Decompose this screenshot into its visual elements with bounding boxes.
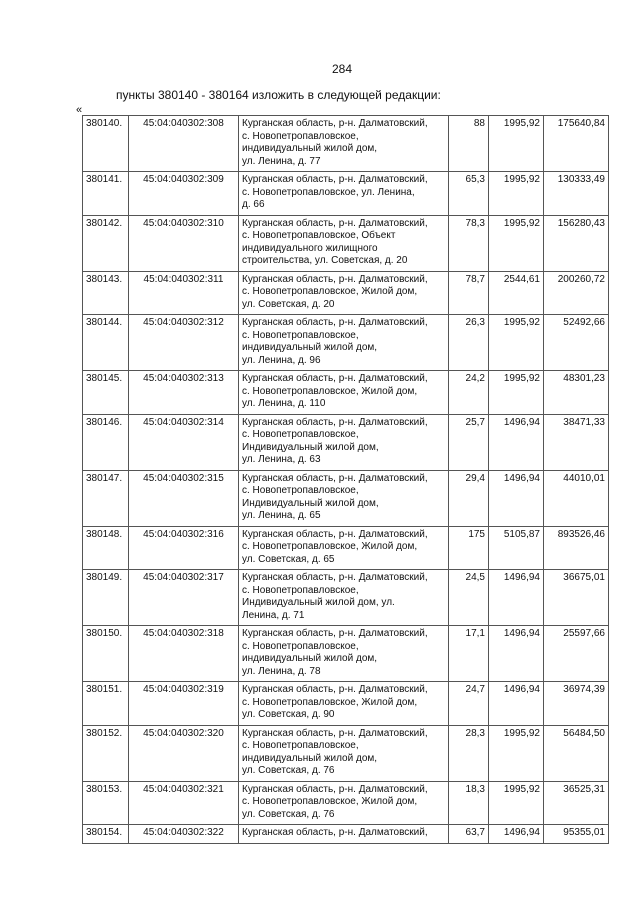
table-row bbox=[83, 626, 609, 682]
cadastral-number-cell: 45:04:040302:312 bbox=[129, 315, 239, 371]
address-line: с. Новопетропавловское, ул. Ленина, bbox=[242, 186, 415, 198]
cadastral-number-cell: 45:04:040302:321 bbox=[129, 781, 239, 825]
address-line: ул. Ленина, д. 63 bbox=[242, 454, 321, 465]
address-cell bbox=[239, 825, 449, 844]
cadastral-number-cell: 45:04:040302:313 bbox=[129, 371, 239, 415]
table-row bbox=[83, 725, 609, 781]
cadastral-value-cell: 38471,33 bbox=[544, 414, 609, 470]
area-cell: 29,4 bbox=[449, 470, 489, 526]
address-line: с. Новопетропавловское, bbox=[242, 640, 359, 652]
cadastral-value-cell: 175640,84 bbox=[544, 116, 609, 172]
address-line: Курганская область, р-н. Далматовский, bbox=[242, 118, 428, 129]
row-number-cell: 380143. bbox=[83, 271, 129, 315]
cadastral-value-cell: 36525,31 bbox=[544, 781, 609, 825]
address-cell bbox=[239, 570, 449, 626]
area-cell: 24,2 bbox=[449, 371, 489, 415]
address-line: ул. Советская, д. 20 bbox=[242, 298, 335, 310]
address-line: ул. Ленина, д. 110 bbox=[242, 398, 326, 409]
address-cell bbox=[239, 172, 449, 216]
opening-quote-mark: « bbox=[76, 104, 83, 116]
address-line: ул. Советская, д. 76 bbox=[242, 808, 335, 820]
area-cell: 17,1 bbox=[449, 626, 489, 682]
address-cell bbox=[239, 414, 449, 470]
address-line: ул. Советская, д. 76 bbox=[242, 765, 335, 776]
cadastral-number-cell: 45:04:040302:314 bbox=[129, 414, 239, 470]
address-line: с. Новопетропавловское, Жилой дом, bbox=[242, 796, 418, 807]
row-number-cell: 380148. bbox=[83, 526, 129, 570]
specific-value-cell: 1995,92 bbox=[489, 725, 544, 781]
address-cell bbox=[239, 371, 449, 415]
address-line: с. Новопетропавловское, Жилой дом, bbox=[242, 541, 418, 552]
address-line: с. Новопетропавловское, bbox=[242, 584, 359, 596]
address-line: Курганская область, р-н. Далматовский, bbox=[242, 528, 428, 540]
address-line: ул. Советская, д. 90 bbox=[242, 709, 335, 720]
address-line: с. Новопетропавловское, bbox=[242, 130, 359, 142]
specific-value-cell: 1496,94 bbox=[489, 570, 544, 626]
address-line: с. Новопетропавловское, Объект bbox=[242, 230, 396, 241]
table-row bbox=[83, 271, 609, 315]
area-cell: 28,3 bbox=[449, 725, 489, 781]
cadastral-number-cell: 45:04:040302:317 bbox=[129, 570, 239, 626]
address-line: с. Новопетропавловское, Жилой дом, bbox=[242, 286, 418, 297]
address-line: Курганская область, р-н. Далматовский, bbox=[242, 273, 428, 285]
address-line: Индивидуальный жилой дом, ул. bbox=[242, 597, 395, 608]
address-line: Курганская область, р-н. Далматовский, bbox=[242, 416, 428, 428]
row-number-cell: 380151. bbox=[83, 682, 129, 726]
table-row bbox=[83, 825, 609, 844]
address-cell bbox=[239, 682, 449, 726]
area-cell: 24,7 bbox=[449, 682, 489, 726]
row-number-cell: 380140. bbox=[83, 116, 129, 172]
cadastral-number-cell: 45:04:040302:310 bbox=[129, 215, 239, 271]
table-row bbox=[83, 172, 609, 216]
specific-value-cell: 1496,94 bbox=[489, 414, 544, 470]
table-row bbox=[83, 215, 609, 271]
specific-value-cell: 5105,87 bbox=[489, 526, 544, 570]
cadastral-value-cell: 156280,43 bbox=[544, 215, 609, 271]
specific-value-cell: 1995,92 bbox=[489, 371, 544, 415]
area-cell: 78,7 bbox=[449, 271, 489, 315]
address-cell bbox=[239, 470, 449, 526]
address-line: Курганская область, р-н. Далматовский, bbox=[242, 217, 428, 229]
cadastral-number-cell: 45:04:040302:322 bbox=[129, 825, 239, 844]
address-cell bbox=[239, 116, 449, 172]
cadastral-number-cell: 45:04:040302:311 bbox=[129, 271, 239, 315]
address-line: ул. Советская, д. 65 bbox=[242, 553, 335, 565]
address-line: ул. Ленина, д. 78 bbox=[242, 665, 321, 677]
row-number-cell: 380144. bbox=[83, 315, 129, 371]
cadastral-value-cell: 56484,50 bbox=[544, 725, 609, 781]
address-line: с. Новопетропавловское, bbox=[242, 429, 359, 440]
address-line: Курганская область, р-н. Далматовский, bbox=[242, 727, 428, 739]
area-cell: 26,3 bbox=[449, 315, 489, 371]
table-body bbox=[83, 116, 609, 844]
address-line: индивидуальный жилой дом, bbox=[242, 752, 378, 764]
table-row bbox=[83, 570, 609, 626]
row-number-cell: 380152. bbox=[83, 725, 129, 781]
cadastral-value-cell: 48301,23 bbox=[544, 371, 609, 415]
specific-value-cell: 2544,61 bbox=[489, 271, 544, 315]
intro-text: пункты 380140 - 380164 изложить в следующей редакции: bbox=[116, 88, 441, 102]
address-line: с. Новопетропавловское, bbox=[242, 740, 359, 751]
cadastral-value-cell: 44010,01 bbox=[544, 470, 609, 526]
address-cell bbox=[239, 271, 449, 315]
table-row bbox=[83, 526, 609, 570]
address-line: индивидуальный жилой дом, bbox=[242, 143, 378, 154]
table-row bbox=[83, 315, 609, 371]
specific-value-cell: 1995,92 bbox=[489, 781, 544, 825]
area-cell: 63,7 bbox=[449, 825, 489, 844]
address-line: Курганская область, р-н. Далматовский, bbox=[242, 472, 428, 484]
address-line: Индивидуальный жилой дом, bbox=[242, 497, 379, 509]
address-line: Курганская область, р-н. Далматовский, bbox=[242, 317, 428, 328]
cadastral-number-cell: 45:04:040302:320 bbox=[129, 725, 239, 781]
address-cell bbox=[239, 315, 449, 371]
area-cell: 65,3 bbox=[449, 172, 489, 216]
specific-value-cell: 1496,94 bbox=[489, 470, 544, 526]
cadastral-value-cell: 893526,46 bbox=[544, 526, 609, 570]
address-line: ул. Ленина, д. 77 bbox=[242, 155, 321, 167]
address-line: Курганская область, р-н. Далматовский, bbox=[242, 572, 428, 583]
address-line: ул. Ленина, д. 96 bbox=[242, 354, 321, 366]
area-cell: 88 bbox=[449, 116, 489, 172]
address-line: Курганская область, р-н. Далматовский, bbox=[242, 174, 428, 185]
table-row bbox=[83, 682, 609, 726]
row-number-cell: 380146. bbox=[83, 414, 129, 470]
cadastral-number-cell: 45:04:040302:308 bbox=[129, 116, 239, 172]
cadastral-number-cell: 45:04:040302:315 bbox=[129, 470, 239, 526]
address-cell bbox=[239, 781, 449, 825]
row-number-cell: 380150. bbox=[83, 626, 129, 682]
address-line: Индивидуальный жилой дом, bbox=[242, 441, 379, 453]
address-line: с. Новопетропавловское, bbox=[242, 329, 359, 341]
address-line: д. 66 bbox=[242, 199, 265, 210]
address-cell bbox=[239, 526, 449, 570]
cadastral-value-cell: 130333,49 bbox=[544, 172, 609, 216]
address-line: индивидуальный жилой дом, bbox=[242, 342, 378, 353]
specific-value-cell: 1995,92 bbox=[489, 315, 544, 371]
table-row bbox=[83, 371, 609, 415]
row-number-cell: 380142. bbox=[83, 215, 129, 271]
page-number: 284 bbox=[331, 62, 353, 76]
cadastral-value-cell: 36675,01 bbox=[544, 570, 609, 626]
specific-value-cell: 1496,94 bbox=[489, 825, 544, 844]
cadastral-value-cell: 36974,39 bbox=[544, 682, 609, 726]
area-cell: 25,7 bbox=[449, 414, 489, 470]
row-number-cell: 380141. bbox=[83, 172, 129, 216]
cadastral-number-cell: 45:04:040302:319 bbox=[129, 682, 239, 726]
row-number-cell: 380147. bbox=[83, 470, 129, 526]
cadastral-value-cell: 25597,66 bbox=[544, 626, 609, 682]
cadastral-number-cell: 45:04:040302:309 bbox=[129, 172, 239, 216]
cadastral-number-cell: 45:04:040302:316 bbox=[129, 526, 239, 570]
address-line: ул. Ленина, д. 65 bbox=[242, 510, 321, 521]
address-cell bbox=[239, 725, 449, 781]
specific-value-cell: 1496,94 bbox=[489, 682, 544, 726]
area-cell: 175 bbox=[449, 526, 489, 570]
address-line: индивидуального жилищного bbox=[242, 242, 378, 254]
address-line: Курганская область, р-н. Далматовский, bbox=[242, 684, 428, 695]
address-cell bbox=[239, 215, 449, 271]
specific-value-cell: 1995,92 bbox=[489, 215, 544, 271]
specific-value-cell: 1995,92 bbox=[489, 116, 544, 172]
address-line: Курганская область, р-н. Далматовский, bbox=[242, 827, 428, 838]
cadastral-value-cell: 95355,01 bbox=[544, 825, 609, 844]
address-line: индивидуальный жилой дом, bbox=[242, 653, 378, 664]
cadastral-value-cell: 200260,72 bbox=[544, 271, 609, 315]
table-row bbox=[83, 414, 609, 470]
address-line: Курганская область, р-н. Далматовский, bbox=[242, 373, 428, 384]
table-row bbox=[83, 116, 609, 172]
row-number-cell: 380153. bbox=[83, 781, 129, 825]
address-line: строительства, ул. Советская, д. 20 bbox=[242, 255, 408, 266]
address-line: Курганская область, р-н. Далматовский, bbox=[242, 628, 428, 639]
table-row bbox=[83, 470, 609, 526]
specific-value-cell: 1496,94 bbox=[489, 626, 544, 682]
cadastral-value-table bbox=[82, 115, 609, 844]
cadastral-number-cell: 45:04:040302:318 bbox=[129, 626, 239, 682]
row-number-cell: 380154. bbox=[83, 825, 129, 844]
area-cell: 24,5 bbox=[449, 570, 489, 626]
table-row bbox=[83, 781, 609, 825]
area-cell: 78,3 bbox=[449, 215, 489, 271]
address-line: с. Новопетропавловское, bbox=[242, 485, 359, 496]
cadastral-value-cell: 52492,66 bbox=[544, 315, 609, 371]
row-number-cell: 380149. bbox=[83, 570, 129, 626]
area-cell: 18,3 bbox=[449, 781, 489, 825]
address-line: с. Новопетропавловское, Жилой дом, bbox=[242, 385, 418, 397]
address-cell bbox=[239, 626, 449, 682]
address-line: Ленина, д. 71 bbox=[242, 609, 305, 621]
specific-value-cell: 1995,92 bbox=[489, 172, 544, 216]
address-line: Курганская область, р-н. Далматовский, bbox=[242, 783, 428, 795]
address-line: с. Новопетропавловское, Жилой дом, bbox=[242, 696, 418, 708]
row-number-cell: 380145. bbox=[83, 371, 129, 415]
